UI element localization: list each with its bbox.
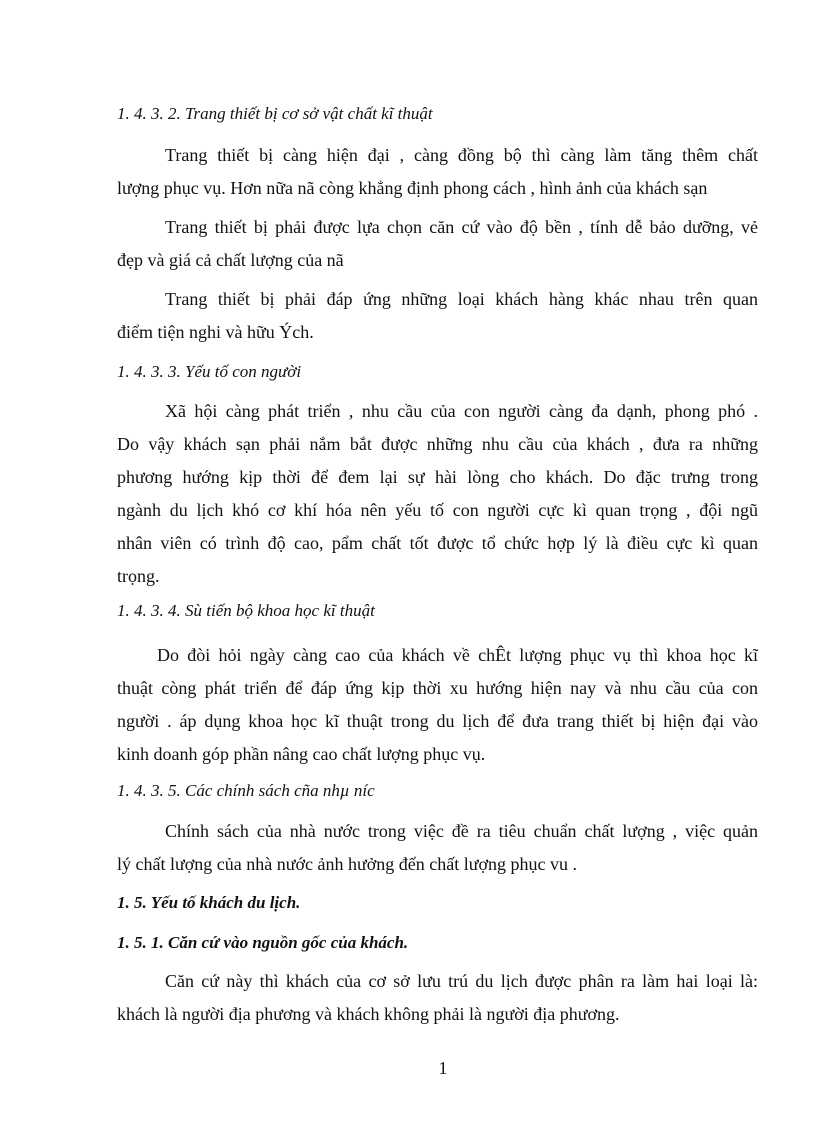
text-line: thuật còng phát triển để đáp ứng kịp thời xu hướng hiện nay và nhu cầu của con <box>117 678 758 698</box>
text-line: nhân viên có trình độ cao, pẩm chất tốt được tổ chức hợp lý là điều cực kì quan <box>117 533 758 553</box>
text-line: Căn cứ này thì khách của cơ sở lưu trú du lịch được phân ra làm hai loại là: <box>165 971 758 991</box>
paragraph <box>117 965 758 1031</box>
text-line: Do đòi hỏi ngày càng cao của khách về chÊt lượng phục vụ thì khoa học kĩ <box>157 645 758 665</box>
section-heading: 1. 4. 3. 3. Yếu tố con người <box>117 362 302 381</box>
section-heading: 1. 4. 3. 4. Sù tiến bộ khoa học kĩ thuật <box>117 601 375 620</box>
section-heading: 1. 5. Yếu tố khách du lịch. <box>117 893 301 912</box>
text-line: Trang thiết bị càng hiện đại , càng đồng bộ thì càng làm tăng thêm chất <box>165 145 758 165</box>
text-line: điểm tiện nghi và hữu Ých. <box>117 322 314 342</box>
text-line: Do vậy khách sạn phải nắm bắt được những nhu cầu của khách , đưa ra những <box>117 434 758 454</box>
text-line: lượng phục vụ. Hơn nữa nã còng khẳng định phong cách , hình ảnh của khách sạn <box>117 178 708 198</box>
section-heading: 1. 5. 1. Căn cứ vào nguồn gốc của khách. <box>117 933 409 952</box>
text-line: khách là người địa phương và khách không phải là người địa phương. <box>117 1004 620 1024</box>
text-line: ngành du lịch khó cơ khí hóa nên yếu tố con người cực kì quan trọng , đội ngũ <box>117 500 758 520</box>
page-number: 1 <box>438 1058 448 1078</box>
text-line: Chính sách của nhà nước trong việc đề ra tiêu chuẩn chất lượng , việc quản <box>165 821 758 841</box>
paragraph <box>117 815 758 881</box>
paragraph <box>117 139 758 205</box>
text-line: phương hướng kịp thời để đem lại sự hài lòng cho khách. Do đặc trưng trong <box>117 467 758 487</box>
text-line: đẹp và giá cả chất lượng của nã <box>117 250 344 270</box>
paragraph <box>117 283 758 349</box>
text-line: Trang thiết bị phải được lựa chọn căn cứ vào độ bền , tính dễ bảo dưỡng, vẻ <box>165 217 758 237</box>
paragraph <box>117 395 758 593</box>
text-line: người . áp dụng khoa học kĩ thuật trong du lịch để đưa trang thiết bị hiện đại vào <box>117 711 758 731</box>
paragraph <box>117 211 758 277</box>
text-line: lý chất lượng của nhà nước ảnh hưởng đến chất lượng phục vu . <box>117 854 577 874</box>
text-line: Xã hội càng phát triển , nhu cầu của con người càng đa dạnh, phong phó . <box>165 401 758 421</box>
text-line: kinh doanh góp phần nâng cao chất lượng phục vụ. <box>117 744 486 764</box>
section-heading: 1. 4. 3. 5. Các chính sách cña nhµ níc <box>117 781 375 800</box>
section-heading: 1. 4. 3. 2. Trang thiết bị cơ sở vật chất kĩ thuật <box>117 104 433 123</box>
paragraph <box>117 639 758 771</box>
text-line: trọng. <box>117 566 160 586</box>
text-line: Trang thiết bị phải đáp ứng những loại khách hàng khác nhau trên quan <box>165 289 758 309</box>
